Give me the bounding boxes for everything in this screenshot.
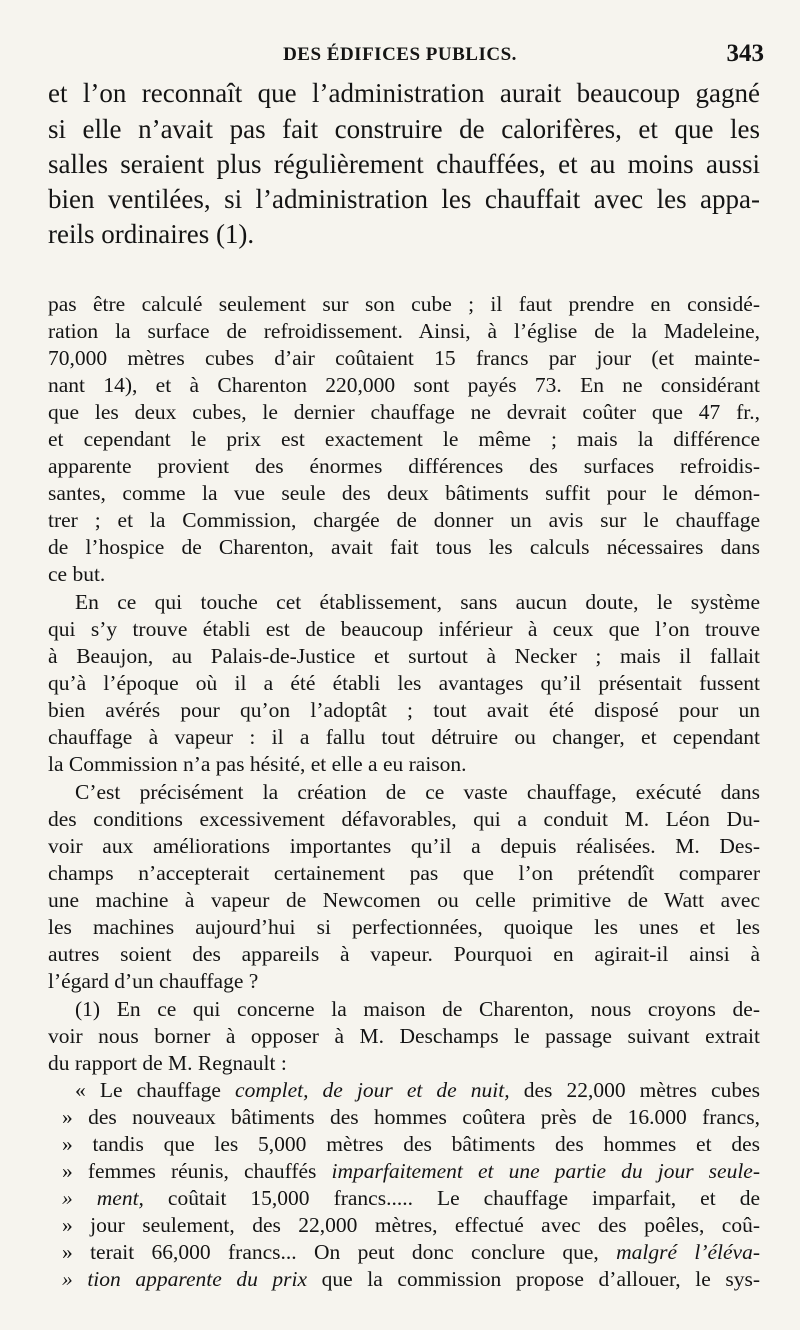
text-line: chauffage à vapeur : il a fallu tout détruire ou changer, et cependant — [48, 725, 760, 749]
text-line: que les deux cubes, le dernier chauffage ne devrait coûter que 47 fr., — [48, 400, 760, 424]
quote-text: » terait 66,000 francs... On peut donc conclure que, — [62, 1240, 617, 1264]
quote-text: que la commission propose d’allouer, le sys- — [307, 1267, 760, 1291]
upper-paragraph-line: reils ordinaires (1). — [48, 219, 255, 249]
text-line: des conditions excessivement défavorables, qui a conduit M. Léon Du- — [48, 807, 760, 831]
footnote-line: du rapport de M. Regnault : — [48, 1051, 287, 1075]
text-line: et cependant le prix est exactement le même ; mais la différence — [48, 427, 760, 451]
text-line: trer ; et la Commission, chargée de donner un avis sur le chauffage — [48, 508, 760, 532]
running-title: DES ÉDIFICES PUBLICS. — [283, 44, 517, 65]
text-line: nant 14), et à Charenton 220,000 sont payés 73. En ne considérant — [48, 373, 760, 397]
text-line: voir aux améliorations importantes qu’il a depuis réalisées. M. Des- — [48, 834, 760, 858]
text-line: une machine à vapeur de Newcomen ou celle primitive de Watt avec — [48, 888, 760, 912]
text-line: la Commission n’a pas hésité, et elle a eu raison. — [48, 752, 467, 776]
quote-italic: » tion apparente du prix — [62, 1267, 308, 1291]
text-line: champs n’accepterait certainement pas que l’on prétendît comparer — [48, 861, 760, 885]
footnote-line: voir nous borner à opposer à M. Deschamps le passage suivant extrait — [48, 1024, 760, 1048]
text-line: En ce qui touche cet établissement, sans aucun doute, le système — [75, 590, 760, 614]
text-line: apparente provient des énormes différences des surfaces refroidis- — [48, 454, 760, 478]
text-line: autres soient des appareils à vapeur. Pourquoi en agirait-il ainsi à — [48, 942, 760, 966]
text-line: bien avérés pour qu’on l’adoptât ; tout avait été disposé pour un — [48, 698, 760, 722]
quote-line: » jour seulement, des 22,000 mètres, effectué avec des poêles, coû- — [62, 1213, 760, 1237]
footnote-line: (1) En ce qui concerne la maison de Charenton, nous croyons de- — [75, 997, 760, 1021]
quote-line — [75, 1076, 760, 1104]
upper-paragraph-line: salles seraient plus régulièrement chauffées, et au moins aussi — [48, 149, 760, 179]
text-line: pas être calculé seulement sur son cube ; il faut prendre en considé- — [48, 292, 760, 316]
upper-paragraph-line: et l’on reconnaît que l’administration aurait beaucoup gagné — [48, 78, 760, 108]
quote-line — [62, 1238, 760, 1266]
text-line: C’est précisément la création de ce vaste chauffage, exécuté dans — [75, 780, 760, 804]
quote-line: » des nouveaux bâtiments des hommes coûtera près de 16.000 francs, — [62, 1105, 760, 1129]
text-line: qui s’y trouve établi est de beaucoup inférieur à ceux que l’on trouve — [48, 617, 760, 641]
quote-line — [62, 1184, 760, 1212]
quote-italic: » ment, — [62, 1186, 144, 1210]
quote-text: « Le chauffage — [75, 1078, 236, 1102]
text-line: 70,000 mètres cubes d’air coûtaient 15 francs par jour (et mainte- — [48, 346, 760, 370]
text-line: à Beaujon, au Palais-de-Justice et surtout à Necker ; mais il fallait — [48, 644, 760, 668]
quote-italic: imparfaitement et une partie du jour seule- — [331, 1159, 761, 1183]
text-line: santes, comme la vue seule des deux bâtiments suffit pour le démon- — [48, 481, 760, 505]
quote-italic: malgré l’éléva- — [616, 1240, 761, 1264]
text-line: l’égard d’un chauffage ? — [48, 969, 259, 993]
quote-line: » tandis que les 5,000 mètres des bâtiments des hommes et des — [62, 1132, 760, 1156]
text-line: de l’hospice de Charenton, avait fait tous les calculs nécessaires dans — [48, 535, 760, 559]
quote-line — [62, 1157, 760, 1185]
text-line: qu’à l’époque où il a été établi les avantages qu’il présentait fussent — [48, 671, 760, 695]
text-line: ce but. — [48, 562, 106, 586]
page-number: 343 — [726, 40, 764, 67]
quote-text: des 22,000 mètres cubes — [509, 1078, 761, 1102]
running-head — [0, 40, 800, 74]
quote-line — [62, 1265, 760, 1293]
quote-italic: complet, de jour et de nuit, — [235, 1078, 510, 1102]
text-line: les machines aujourd’hui si perfectionnées, quoique les unes et les — [48, 915, 760, 939]
upper-paragraph-line: si elle n’avait pas fait construire de calorifères, et que les — [48, 114, 760, 144]
quote-text: » femmes réunis, chauffés — [62, 1159, 332, 1183]
text-line: ration la surface de refroidissement. Ainsi, à l’église de la Madeleine, — [48, 319, 760, 343]
quote-text: coûtait 15,000 francs..... Le chauffage imparfait, et de — [143, 1186, 760, 1210]
upper-paragraph-line: bien ventilées, si l’administration les chauffait avec les appa- — [48, 184, 760, 214]
